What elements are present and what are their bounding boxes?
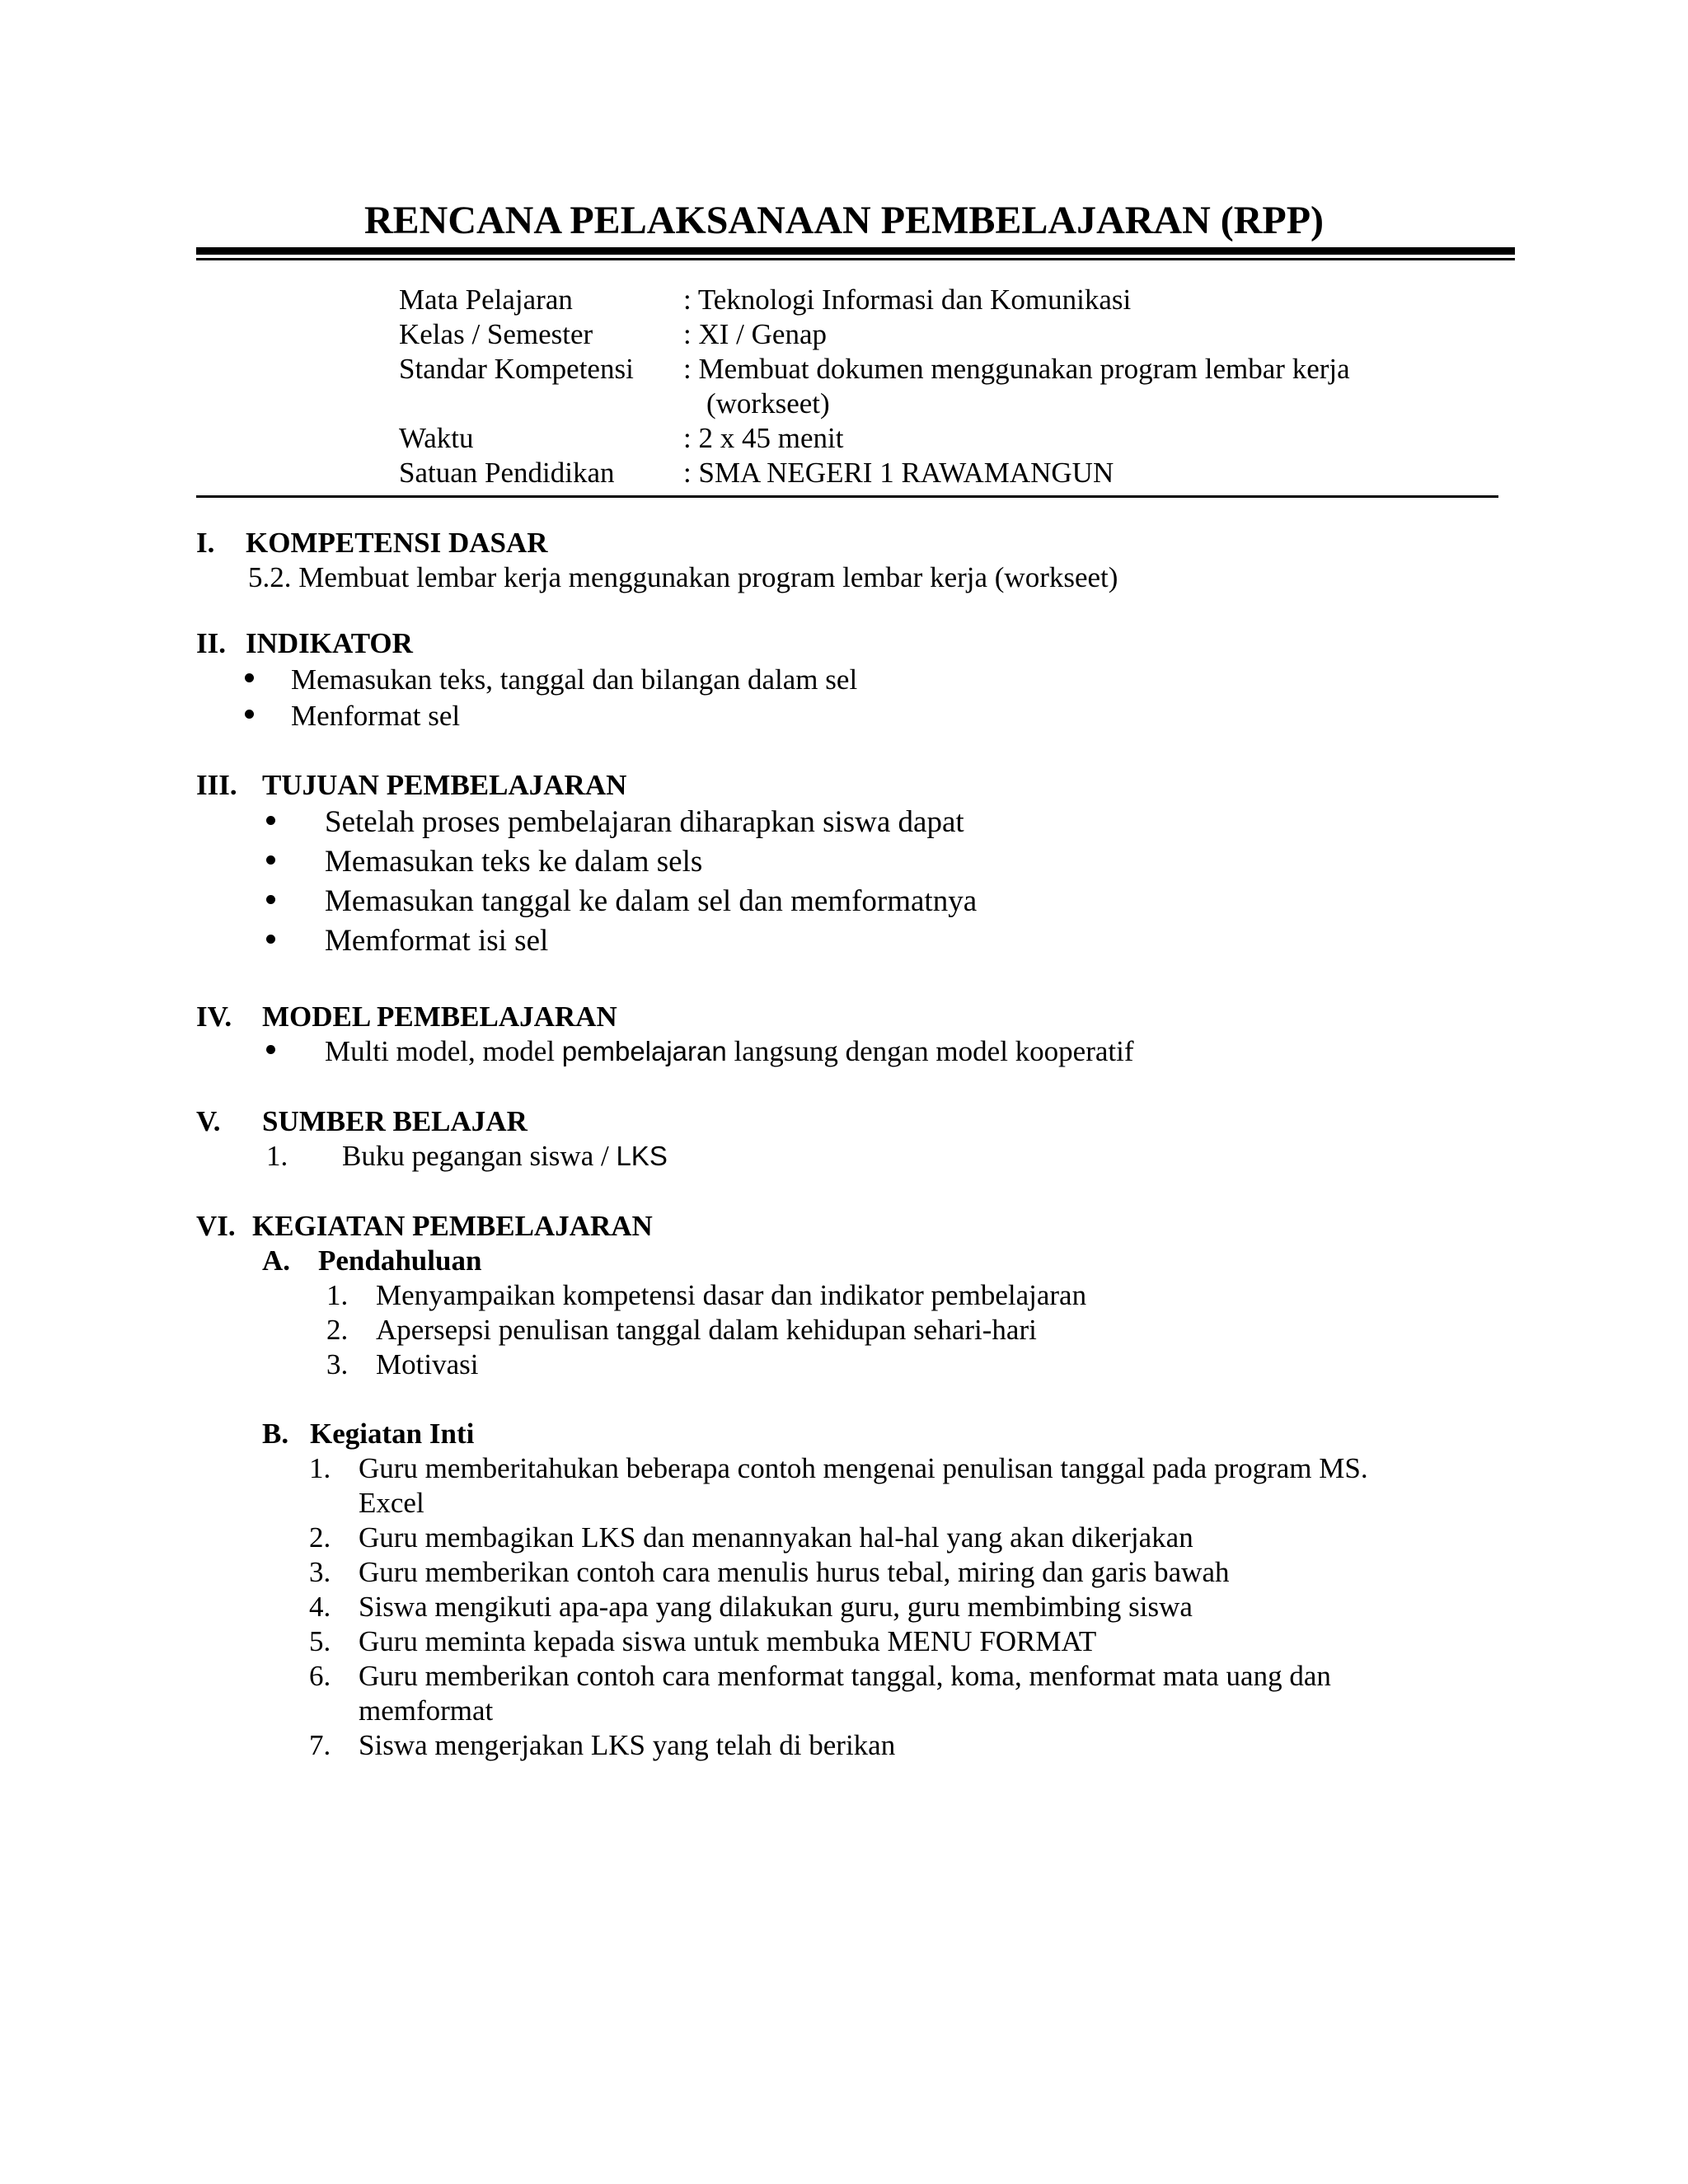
list-item-line: Guru memberikan contoh cara menformat tanggal, koma, menformat mata uang dan — [359, 1660, 1331, 1692]
list-item-number: 1. — [326, 1279, 349, 1311]
list-item-number: 1. — [266, 1140, 288, 1172]
list-item-text-part: LKS — [616, 1141, 668, 1171]
info-label: Mata Pelajaran — [399, 284, 573, 316]
list-item-text — [342, 1139, 668, 1174]
list-item — [196, 1555, 1368, 1590]
list-item — [196, 663, 857, 697]
info-label: Standar Kompetensi — [399, 353, 634, 385]
bullet-icon — [266, 816, 275, 825]
section-heading — [196, 1104, 668, 1139]
list-item-number: 1. — [309, 1452, 331, 1484]
section-tujuan-pembelajaran — [196, 768, 977, 961]
section-title: SUMBER BELAJAR — [262, 1105, 528, 1137]
info-label: Kelas / Semester — [399, 318, 593, 350]
subsection-title: Pendahuluan — [318, 1244, 482, 1277]
list-item — [196, 921, 977, 961]
list-item — [196, 803, 977, 842]
section-heading — [196, 1000, 1134, 1034]
list-item — [196, 1590, 1368, 1624]
section-heading — [196, 1209, 1368, 1244]
section-heading — [196, 626, 857, 661]
info-row — [399, 421, 1392, 456]
section-text: 5.2. Membuat lembar kerja menggunakan program lembar kerja (workseet) — [248, 561, 1118, 593]
list-item-text: Memasukan teks ke dalam sels — [325, 845, 703, 879]
list-item-text: Guru memberikan contoh cara menulis hurus tebal, miring dan garis bawah — [359, 1556, 1230, 1588]
section-title: KOMPETENSI DASAR — [246, 527, 548, 559]
info-label: Satuan Pendidikan — [399, 457, 615, 489]
list-item-text-part: Buku pegangan siswa / — [342, 1140, 617, 1172]
list-item-number: 7. — [309, 1729, 331, 1761]
list-item — [196, 1728, 1368, 1763]
info-row-continuation — [399, 387, 1392, 421]
list-item — [196, 1313, 1368, 1347]
list-item-text-part: langsung dengan model kooperatif — [726, 1035, 1134, 1067]
list-item-number: 2. — [309, 1521, 331, 1554]
list-item-text: Siswa mengikuti apa-apa yang dilakukan guru, guru membimbing siswa — [359, 1591, 1193, 1623]
list-item — [196, 1347, 1368, 1382]
list-item-text: Menformat sel — [291, 700, 461, 732]
bullet-icon — [245, 710, 254, 719]
list-item — [196, 1034, 1134, 1069]
list-item — [196, 1451, 1368, 1521]
subsection-letter: A. — [262, 1244, 291, 1277]
list-item — [196, 1278, 1368, 1313]
document-title: RENCANA PELAKSANAAN PEMBELAJARAN (RPP) — [364, 199, 1324, 242]
section-kompetensi-dasar — [196, 526, 1118, 595]
bullet-icon — [266, 1045, 275, 1054]
list-item-text: Setelah proses pembelajaran diharapkan siswa dapat — [325, 805, 964, 839]
section-title: INDIKATOR — [246, 627, 413, 659]
info-value: : Membuat dokumen menggunakan program lembar kerja — [683, 353, 1350, 385]
list-item-text — [325, 1034, 1134, 1069]
list-item-text: Memasukan tanggal ke dalam sel dan memformatnya — [325, 884, 978, 918]
list-item — [196, 1139, 668, 1174]
list-item — [196, 1521, 1368, 1555]
list-item-number: 5. — [309, 1625, 331, 1657]
info-block — [399, 283, 1392, 490]
subsection-letter: B. — [262, 1418, 289, 1450]
subsection-heading-pendahuluan — [196, 1244, 1368, 1278]
list-item-line: Guru memberitahukan beberapa contoh mengenai penulisan tanggal pada program MS. — [359, 1452, 1368, 1484]
info-row — [399, 283, 1392, 317]
title-rule-thin — [196, 258, 1515, 260]
bullet-icon — [266, 895, 275, 904]
list-item-number: 3. — [309, 1556, 331, 1588]
list-item-number: 2. — [326, 1314, 349, 1346]
list-item — [196, 1659, 1368, 1728]
section-number: I. — [196, 527, 215, 559]
list-item-number: 6. — [309, 1660, 331, 1692]
section-heading — [196, 526, 1118, 560]
section-title: KEGIATAN PEMBELAJARAN — [252, 1210, 653, 1242]
list-item-text: Apersepsi penulisan tanggal dalam kehidupan sehari-hari — [376, 1314, 1037, 1346]
list-item-text-part: pembelajaran — [561, 1036, 727, 1066]
section-number: III. — [196, 769, 237, 801]
list-item — [196, 842, 977, 882]
info-label: Waktu — [399, 422, 474, 454]
info-value: : SMA NEGERI 1 RAWAMANGUN — [683, 457, 1114, 489]
section-number: II. — [196, 627, 226, 659]
section-indikator — [196, 626, 857, 733]
list-item-number: 4. — [309, 1591, 331, 1623]
list-item — [196, 882, 977, 921]
section-sumber-belajar — [196, 1104, 668, 1174]
list-item-line: Excel — [359, 1487, 424, 1519]
section-number: VI. — [196, 1210, 236, 1242]
list-item-text — [359, 1451, 1368, 1521]
title-rule-thick — [196, 247, 1515, 255]
bullet-icon — [266, 935, 275, 944]
list-item-number: 3. — [326, 1348, 349, 1380]
section-model-pembelajaran — [196, 1000, 1134, 1069]
section-number: IV. — [196, 1001, 232, 1033]
list-item — [196, 699, 857, 733]
list-item-text: Memformat isi sel — [325, 924, 549, 958]
info-value: : Teknologi Informasi dan Komunikasi — [683, 284, 1132, 316]
section-title: TUJUAN PEMBELAJARAN — [262, 769, 627, 801]
section-kegiatan-pembelajaran — [196, 1209, 1368, 1763]
info-value: : 2 x 45 menit — [683, 422, 844, 454]
subsection-title: Kegiatan Inti — [310, 1418, 475, 1450]
list-item-text: Motivasi — [376, 1348, 479, 1380]
list-item-text: Guru meminta kepada siswa untuk membuka MENU FORMAT — [359, 1625, 1097, 1657]
section-number: V. — [196, 1105, 221, 1137]
info-row — [399, 456, 1392, 490]
info-row — [399, 352, 1392, 387]
section-title: MODEL PEMBELAJARAN — [262, 1001, 617, 1033]
info-row — [399, 317, 1392, 352]
list-item-text: Siswa mengerjakan LKS yang telah di berikan — [359, 1729, 896, 1761]
list-item-text: Menyampaikan kompetensi dasar dan indikator pembelajaran — [376, 1279, 1087, 1311]
list-item-text: Memasukan teks, tanggal dan bilangan dalam sel — [291, 663, 858, 696]
info-rule — [196, 495, 1498, 498]
list-item-text — [359, 1659, 1331, 1728]
list-item — [196, 1624, 1368, 1659]
info-value: : XI / Genap — [683, 318, 827, 350]
list-item-line: memformat — [359, 1694, 494, 1727]
section-heading — [196, 768, 977, 803]
bullet-icon — [245, 673, 254, 682]
list-item-text-part: Multi model, model — [325, 1035, 562, 1067]
info-value: (workseet) — [706, 387, 830, 419]
list-item-text: Guru membagikan LKS dan menannyakan hal-hal yang akan dikerjakan — [359, 1521, 1193, 1554]
bullet-icon — [266, 855, 275, 865]
subsection-heading-kegiatan-inti — [196, 1417, 1368, 1451]
